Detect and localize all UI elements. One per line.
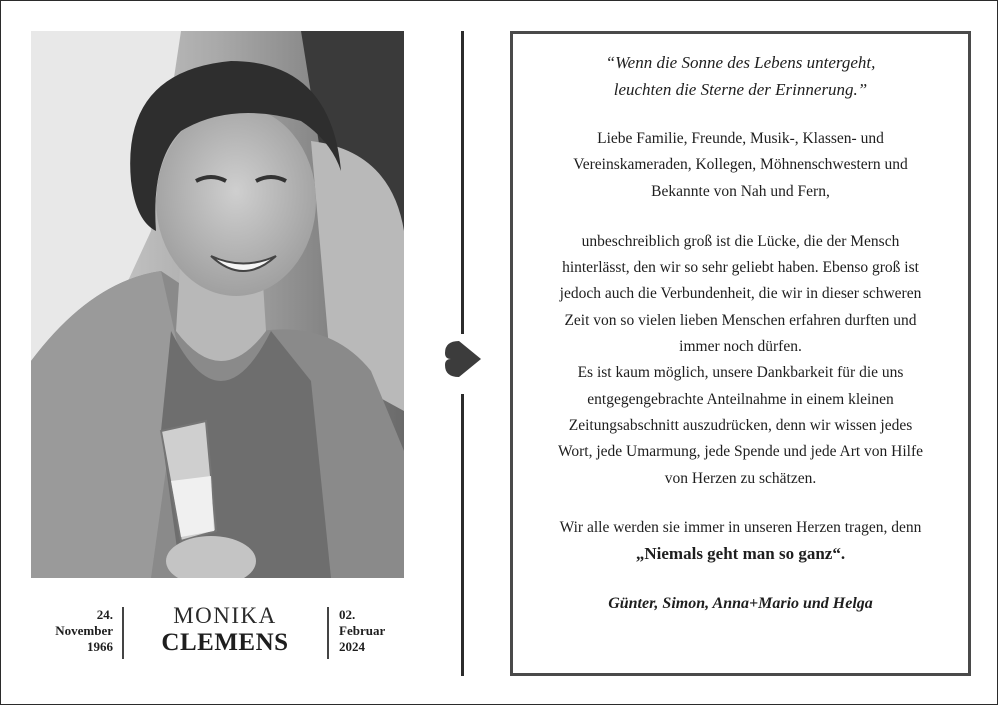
body-line: hinterlässt, den wir so sehr geliebt haben. Ebenso groß ist bbox=[562, 259, 919, 277]
name-separator-right bbox=[327, 607, 329, 659]
birth-month: November bbox=[55, 623, 113, 638]
divider-line-top bbox=[461, 31, 464, 334]
deceased-name bbox=[133, 603, 317, 657]
last-name: CLEMENS bbox=[161, 629, 289, 656]
birth-day: 24. bbox=[96, 607, 113, 622]
birth-year: 1966 bbox=[87, 639, 113, 654]
signature: Günter, Simon, Anna+Mario und Helga bbox=[608, 595, 873, 613]
body-line: Wort, jede Umarmung, jede Spende und jede Art von Hilfe bbox=[557, 443, 924, 461]
body-line: jedoch auch die Verbundenheit, die wir in dieser schweren bbox=[559, 285, 922, 303]
greeting-line: Liebe Familie, Freunde, Musik-, Klassen- und bbox=[597, 130, 884, 147]
birth-date bbox=[29, 607, 113, 655]
name-separator-left bbox=[122, 607, 124, 659]
death-day: 02. bbox=[339, 607, 356, 622]
greeting-line: Bekannte von Nah und Fern, bbox=[651, 182, 830, 200]
greeting-paragraph bbox=[513, 126, 968, 205]
body-line: Zeit von so vielen lieben Menschen erfahren durften und bbox=[564, 311, 917, 329]
death-year: 2024 bbox=[339, 639, 365, 654]
body-line: unbeschreiblich groß ist die Lücke, die der Mensch bbox=[581, 232, 900, 250]
divider-line-bottom bbox=[461, 394, 464, 676]
quote bbox=[513, 49, 968, 103]
greeting-line: Vereinskameraden, Kollegen, Möhnenschwestern und bbox=[573, 156, 908, 174]
thank-you-text-frame bbox=[510, 31, 971, 676]
body-line: entgegengebrachte Anteilnahme in einem kleinen bbox=[587, 390, 894, 408]
body-line: von Herzen zu schätzen. bbox=[664, 469, 817, 487]
portrait-photo bbox=[31, 31, 404, 578]
first-name: MONIKA bbox=[173, 603, 277, 628]
portrait-illustration bbox=[31, 31, 404, 578]
quote-line-2: leuchten die Sterne der Erinnerung.” bbox=[613, 80, 868, 99]
heart-icon bbox=[441, 337, 485, 381]
closing-motto: „Niemals geht man so ganz“. bbox=[635, 544, 846, 564]
death-date bbox=[339, 607, 419, 655]
quote-line-1: “Wenn die Sonne des Lebens untergeht, bbox=[605, 53, 876, 72]
death-month: Februar bbox=[339, 623, 386, 638]
closing-paragraph bbox=[513, 515, 968, 568]
closing-line: Wir alle werden sie immer in unseren Herzen tragen, denn bbox=[559, 518, 922, 536]
body-line: Zeitungsabschnitt auszudrücken, denn wir wissen jedes bbox=[568, 416, 913, 434]
body-paragraph bbox=[513, 229, 968, 492]
body-line: Es ist kaum möglich, unsere Dankbarkeit für die uns bbox=[577, 364, 904, 382]
body-line: immer noch dürfen. bbox=[679, 338, 802, 356]
